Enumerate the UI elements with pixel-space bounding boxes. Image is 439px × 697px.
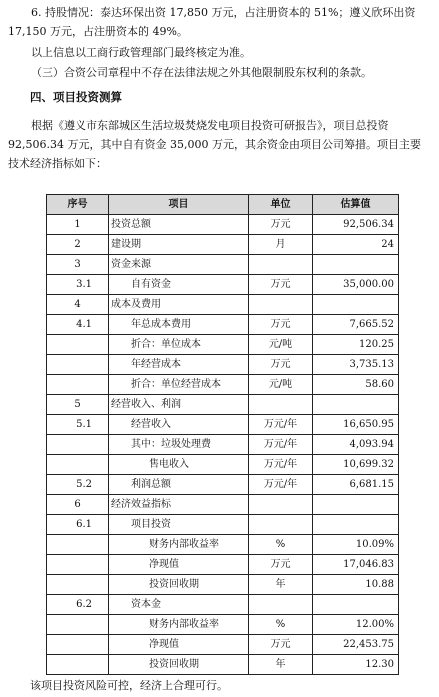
cell-value: 120.25 bbox=[313, 335, 399, 355]
cell-unit: 万元/年 bbox=[249, 455, 313, 475]
cell-no bbox=[47, 575, 109, 595]
indicators-table bbox=[46, 194, 399, 675]
table-row bbox=[47, 635, 399, 655]
cell-unit: 万元/年 bbox=[249, 475, 313, 495]
table-row bbox=[47, 375, 399, 395]
header-value: 估算值 bbox=[313, 195, 399, 215]
cell-unit bbox=[249, 595, 313, 615]
table-row bbox=[47, 575, 399, 595]
cell-unit: 万元 bbox=[249, 355, 313, 375]
cell-value bbox=[313, 495, 399, 515]
cell-no: 6 bbox=[47, 495, 109, 515]
paragraph-registration-note: 以上信息以工商行政管理部门最终核定为准。 bbox=[31, 46, 251, 59]
cell-no: 1 bbox=[47, 215, 109, 235]
cell-value: 10.88 bbox=[313, 575, 399, 595]
header-item: 项目 bbox=[109, 195, 249, 215]
cell-unit: 万元 bbox=[249, 555, 313, 575]
cell-item: 经济效益指标 bbox=[109, 495, 249, 515]
table-row bbox=[47, 495, 399, 515]
table-row bbox=[47, 435, 399, 455]
cell-unit: 元/吨 bbox=[249, 335, 313, 355]
table-row bbox=[47, 475, 399, 495]
cell-unit: % bbox=[249, 535, 313, 555]
cell-unit: 万元 bbox=[249, 635, 313, 655]
table-row bbox=[47, 275, 399, 295]
cell-value: 58.60 bbox=[313, 375, 399, 395]
cell-unit: 月 bbox=[249, 235, 313, 255]
cell-value: 16,650.95 bbox=[313, 415, 399, 435]
cell-unit bbox=[249, 495, 313, 515]
paragraph-investment-summary: 根据《遵义市东部城区生活垃圾焚烧发电项目投资可研报告》，项目总投资 92,506.34 万元，其中自有资金 35,000 万元，其余资金由项目公司筹措。项目主要技术经济指标如下： bbox=[8, 119, 421, 170]
cell-value: 24 bbox=[313, 235, 399, 255]
table-row bbox=[47, 315, 399, 335]
table-row bbox=[47, 615, 399, 635]
cell-item: 投资总额 bbox=[109, 215, 249, 235]
cell-no: 5.2 bbox=[47, 475, 109, 495]
cell-item: 年经营成本 bbox=[109, 355, 249, 375]
table-row bbox=[47, 335, 399, 355]
cell-unit bbox=[249, 515, 313, 535]
cell-no: 3 bbox=[47, 255, 109, 275]
cell-item: 财务内部收益率 bbox=[109, 615, 249, 635]
cell-item: 投资回收期 bbox=[109, 575, 249, 595]
cell-no: 6.2 bbox=[47, 595, 109, 615]
conclusion-text: 该项目投资风险可控，经济上合理可行。 bbox=[30, 679, 228, 692]
cell-value: 92,506.34 bbox=[313, 215, 399, 235]
cell-item: 利润总额 bbox=[109, 475, 249, 495]
cell-item: 投资回收期 bbox=[109, 655, 249, 675]
table-row bbox=[47, 235, 399, 255]
paragraph-articles-clause: （三）合资公司章程中不存在法律法规之外其他限制股东权利的条款。 bbox=[31, 66, 372, 79]
cell-value: 7,665.52 bbox=[313, 315, 399, 335]
cell-no bbox=[47, 335, 109, 355]
cell-no bbox=[47, 535, 109, 555]
cell-unit bbox=[249, 255, 313, 275]
table-row bbox=[47, 515, 399, 535]
table-header-row bbox=[47, 195, 399, 215]
cell-unit: 万元 bbox=[249, 215, 313, 235]
cell-item: 建设期 bbox=[109, 235, 249, 255]
table-row bbox=[47, 655, 399, 675]
cell-value: 10.09% bbox=[313, 535, 399, 555]
cell-value: 10,699.32 bbox=[313, 455, 399, 475]
cell-value bbox=[313, 255, 399, 275]
cell-value: 4,093.94 bbox=[313, 435, 399, 455]
cell-item: 成本及费用 bbox=[109, 295, 249, 315]
cell-value bbox=[313, 515, 399, 535]
cell-item: 项目投资 bbox=[109, 515, 249, 535]
cell-no bbox=[47, 355, 109, 375]
cell-item: 经营收入、利润 bbox=[109, 395, 249, 415]
cell-no bbox=[47, 615, 109, 635]
cell-item: 自有资金 bbox=[109, 275, 249, 295]
table-row bbox=[47, 455, 399, 475]
table-body bbox=[47, 215, 399, 675]
cell-no bbox=[47, 455, 109, 475]
cell-value: 3,735.13 bbox=[313, 355, 399, 375]
cell-unit: 万元 bbox=[249, 315, 313, 335]
paragraph-shareholding: 6. 持股情况：泰达环保出资 17,850 万元，占注册资本的 51%；遵义欣环出资 17,150 万元，占注册资本的 49%。 bbox=[8, 6, 416, 38]
table-row bbox=[47, 255, 399, 275]
table-row bbox=[47, 215, 399, 235]
cell-no: 6.1 bbox=[47, 515, 109, 535]
cell-unit: 万元/年 bbox=[249, 415, 313, 435]
cell-item: 净现值 bbox=[109, 555, 249, 575]
cell-unit: 万元/年 bbox=[249, 435, 313, 455]
cell-no bbox=[47, 435, 109, 455]
header-unit: 单位 bbox=[249, 195, 313, 215]
cell-value: 17,046.83 bbox=[313, 555, 399, 575]
cell-unit: 年 bbox=[249, 655, 313, 675]
table-row bbox=[47, 355, 399, 375]
header-no: 序号 bbox=[47, 195, 109, 215]
table-row bbox=[47, 395, 399, 415]
cell-no: 4 bbox=[47, 295, 109, 315]
cell-value: 35,000.00 bbox=[313, 275, 399, 295]
cell-unit: 年 bbox=[249, 575, 313, 595]
cell-item: 净现值 bbox=[109, 635, 249, 655]
table-row bbox=[47, 535, 399, 555]
cell-item: 资金来源 bbox=[109, 255, 249, 275]
cell-item: 资本金 bbox=[109, 595, 249, 615]
cell-value: 22,453.75 bbox=[313, 635, 399, 655]
cell-value bbox=[313, 395, 399, 415]
cell-value bbox=[313, 295, 399, 315]
cell-unit bbox=[249, 295, 313, 315]
table-row bbox=[47, 595, 399, 615]
cell-unit bbox=[249, 395, 313, 415]
cell-value: 6,681.15 bbox=[313, 475, 399, 495]
cell-no: 3.1 bbox=[47, 275, 109, 295]
cell-unit: 万元 bbox=[249, 275, 313, 295]
table-row bbox=[47, 295, 399, 315]
cell-item: 其中：垃圾处理费 bbox=[109, 435, 249, 455]
table-row bbox=[47, 555, 399, 575]
cell-item: 折合：单位成本 bbox=[109, 335, 249, 355]
cell-unit: % bbox=[249, 615, 313, 635]
cell-no bbox=[47, 655, 109, 675]
cell-item: 售电收入 bbox=[109, 455, 249, 475]
section-heading: 四、项目投资测算 bbox=[30, 90, 122, 104]
cell-no: 2 bbox=[47, 235, 109, 255]
cell-no: 4.1 bbox=[47, 315, 109, 335]
cell-item: 年总成本费用 bbox=[109, 315, 249, 335]
cell-item: 经营收入 bbox=[109, 415, 249, 435]
cell-no bbox=[47, 555, 109, 575]
table-row bbox=[47, 415, 399, 435]
cell-no: 5.1 bbox=[47, 415, 109, 435]
cell-item: 折合：单位经营成本 bbox=[109, 375, 249, 395]
cell-value bbox=[313, 595, 399, 615]
cell-value: 12.00% bbox=[313, 615, 399, 635]
cell-no bbox=[47, 375, 109, 395]
cell-no: 5 bbox=[47, 395, 109, 415]
cell-value: 12.30 bbox=[313, 655, 399, 675]
cell-item: 财务内部收益率 bbox=[109, 535, 249, 555]
cell-unit: 元/吨 bbox=[249, 375, 313, 395]
cell-no bbox=[47, 635, 109, 655]
